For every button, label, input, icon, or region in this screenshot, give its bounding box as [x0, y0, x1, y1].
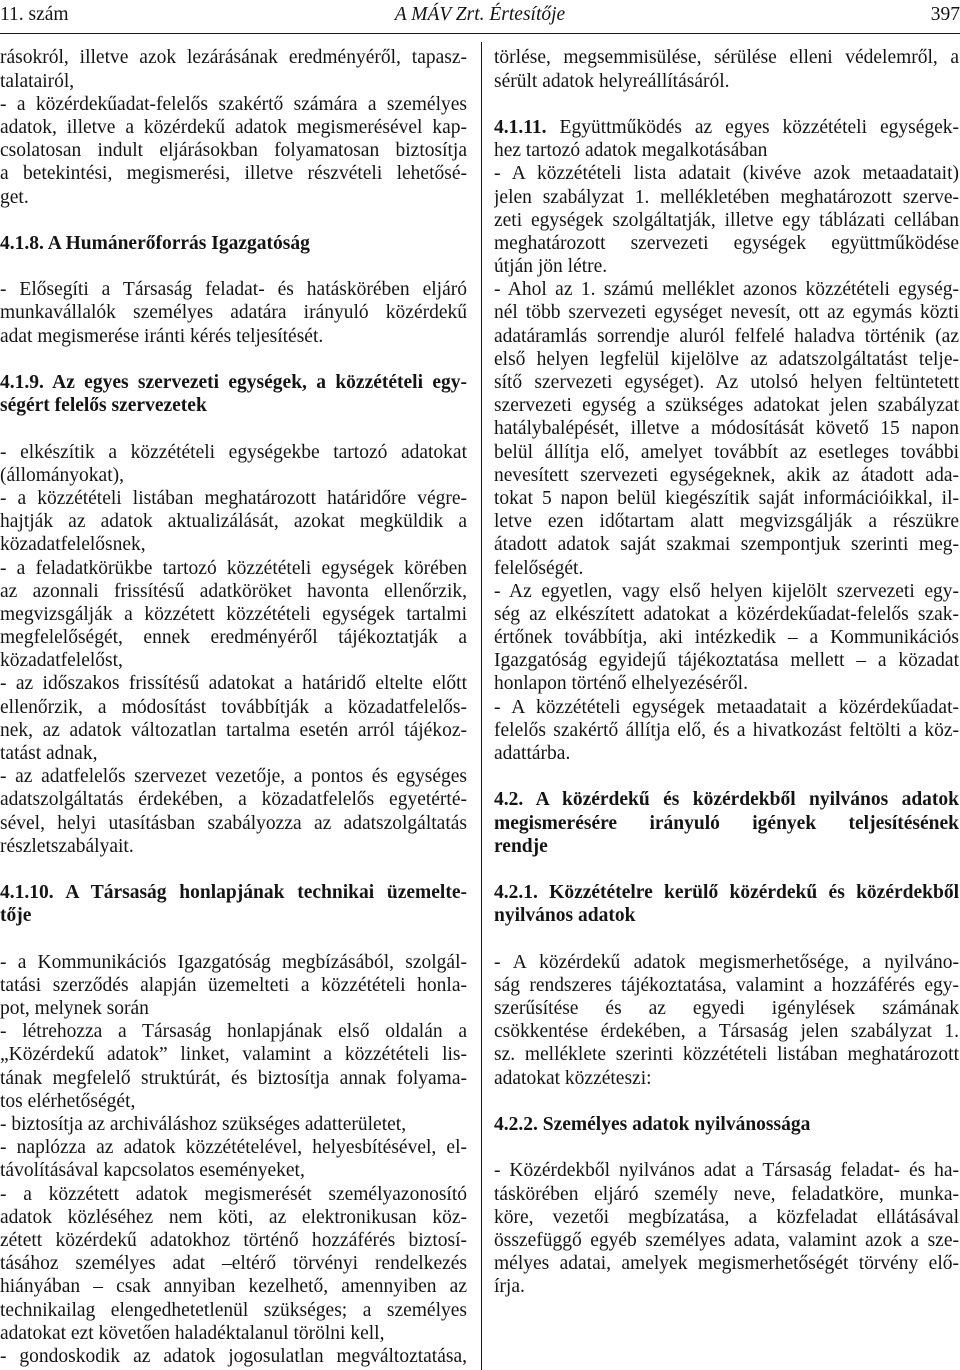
text-line: - az időszakos frissítésű adatokat a határidő eltelte előtt: [0, 673, 467, 695]
text-line: zétett közérdekű adatokhoz történő hozzáférés biztosí-: [0, 1229, 467, 1251]
text-line: - gondoskodik az adatok jogosulatlan megváltoztatása,: [0, 1345, 467, 1367]
section-title: A Humánerőforrás Igazgatóság: [47, 232, 310, 254]
text-line: csökkentése érdekében, a Társaság jelen szabályzat 1.: [494, 1021, 959, 1043]
text-line: közadatfelelőst,: [0, 650, 123, 672]
list-item: [494, 696, 959, 766]
text-line: átadott adatok saját szakmai szempontjuk szerinti meg-: [494, 534, 959, 556]
text-line: - az adatfelelős szervezet vezetője, a pontos és egységes: [0, 766, 467, 788]
text-line: adatokat ezt követően haladéktalanul törölni kell,: [0, 1322, 385, 1344]
list-item: [0, 1020, 467, 1113]
section-title: Az egyes szervezeti egységek, a közzétételi egy-: [52, 372, 467, 394]
list-item: [0, 278, 467, 348]
text-line: tokat 5 napon belül kiegészítik saját információikkal, il-: [494, 487, 959, 509]
section-number: 4.1.11.: [494, 116, 547, 138]
text-line: ség az elkészített adatokat a közérdekűadat-felelős szak-: [494, 603, 959, 625]
text-line: értőnek továbbítja, aki intézkedik – a Kommunikációs: [494, 627, 959, 649]
text-line: hatálybalépését, illetve a módosítását követő 15 napon: [494, 418, 959, 440]
text-line: - A közérdekű adatok megismerhetősége, a nyilváno-: [494, 951, 959, 973]
section-heading: [0, 232, 467, 255]
section-number: 4.2.2.: [494, 1114, 538, 1136]
text-line: útján jön létre.: [494, 256, 608, 278]
list-item: [494, 1159, 959, 1298]
left-column: [0, 46, 467, 1368]
list-item: [0, 93, 467, 209]
text-line: tos elérhetőségét,: [0, 1090, 136, 1112]
text-line: - létrehozza a Társaság honlapjának első oldalán a: [0, 1021, 467, 1043]
header-divider: [0, 33, 960, 34]
text-line: részletszabályait.: [0, 835, 134, 857]
text-line: - Az egyetlen, vagy első helyen kijelölt szervezeti egy-: [494, 580, 959, 602]
text-block: [494, 162, 959, 765]
text-line: belül állítja elő, amelyet továbbít az esetleges további: [494, 441, 959, 463]
text-line: - a közérdekűadat-felelős szakértő számára a személyes: [0, 93, 467, 115]
text-line: táskörében eljáró személy neve, feladatköre, munka-: [494, 1183, 959, 1205]
section-number: 4.1.8.: [0, 232, 44, 254]
text-line: felelőségét.: [494, 557, 584, 579]
section-title: Együttműködés az egyes közzétételi egységek-: [559, 116, 959, 138]
text-line: talatairól,: [0, 70, 75, 92]
text-block: [494, 1159, 959, 1298]
text-line: szerűsítése és az egyedi igénylések számának: [494, 998, 959, 1020]
text-line: hajtják az adatok aktualizálását, azokat megküldik a: [0, 511, 467, 533]
text-line: - Közérdekből nyilvános adat a Társaság feladat- és ha-: [494, 1160, 959, 1182]
text-line: az azonnali frissítésű adatköröket havonta ellenőrzik,: [0, 580, 467, 602]
list-item: [0, 46, 467, 92]
text-line: sítő szervezeti egységet). Az utolsó helyen feltüntetett: [494, 372, 959, 394]
section-heading: [494, 881, 959, 927]
text-line: „Közérdekű adatok” linket, valamint a közzétételi lis-: [0, 1044, 467, 1066]
text-line: sz. melléklete szerinti közzétételi listában meghatározott: [494, 1044, 959, 1066]
page-header: [0, 3, 960, 27]
section-heading: [494, 116, 959, 162]
text-line: - biztosítja az archiváláshoz szükséges adatterületet,: [0, 1114, 407, 1136]
text-line: - Ahol az 1. számú melléklet azonos közzétételi egység-: [494, 279, 959, 301]
heading-line: nyilvános adatok: [494, 905, 636, 927]
text-line: adatok, illetve a közérdekű adatok megismerésével kap-: [0, 116, 467, 138]
text-line: - a Kommunikációs Igazgatóság megbízásából, szolgál-: [0, 951, 467, 973]
list-item: [0, 1345, 467, 1368]
text-line: ellenőrzik, a módosítást továbbítják a közadatfelelős-: [0, 696, 467, 718]
right-column: [494, 46, 959, 1298]
heading-line: [0, 881, 467, 904]
heading-line: rendje: [494, 835, 548, 857]
text-line: nevesített szervezeti egységeknek, akik az átadott ada-: [494, 464, 959, 486]
list-item: [0, 765, 467, 858]
text-line: adatokat közzéteszi:: [494, 1067, 652, 1089]
list-item: [494, 278, 959, 579]
list-item: [494, 580, 959, 696]
list-item: [0, 1136, 467, 1182]
text-block: [0, 278, 467, 348]
list-item: [0, 672, 467, 765]
section-heading: [0, 371, 467, 417]
text-line: zeti egységek szolgáltatják, illetve egy táblázati cellában: [494, 209, 959, 231]
text-line: adat megismerése iránti kérés teljesítését.: [0, 325, 324, 347]
text-line: adattárba.: [494, 743, 571, 765]
text-line: Igazgatóság egyidejű tájékoztatása mellett – a közadat: [494, 650, 959, 672]
text-line: - Elősegíti a Társaság feladat- és hatáskörében eljáró: [0, 279, 467, 301]
text-line: - A közzétételi egységek metaadatait a közérdekűadat-: [494, 696, 959, 718]
text-line: megvizsgálják a közzétett közzétételi egységek tartalmi: [0, 603, 467, 625]
text-line: - a közzétett adatok megismerését személyazonosító: [0, 1183, 467, 1205]
text-line: jelen szabályzat 1. mellékletében meghatározott szerve-: [494, 186, 959, 208]
text-line: távolításával kapcsolatos eseményeket,: [0, 1160, 305, 1182]
text-block: [0, 46, 467, 208]
heading-line: [0, 232, 467, 255]
list-item: [494, 162, 959, 278]
section-title: Személyes adatok nyilvánossága: [542, 1114, 811, 1136]
section-title: A Társaság honlapjának technikai üzemelte-: [65, 882, 467, 904]
heading-line: [494, 1113, 959, 1136]
column-divider: [481, 42, 482, 1370]
list-item: [0, 441, 467, 487]
heading-line: megismerésére irányuló igények teljesítésének: [494, 812, 959, 834]
text-line: megfelelőségét, ennek eredményéről tájékoztatják a: [0, 627, 467, 649]
text-line: tatási szerződés alapján üzemelteti a közzétételi honla-: [0, 974, 467, 996]
list-item: [0, 487, 467, 557]
heading-line: tője: [0, 905, 32, 927]
text-line: adatok közléséhez nem köti, az elektronikusan köz-: [0, 1206, 467, 1228]
section-number: 4.1.9.: [0, 372, 44, 394]
text-line: get.: [0, 186, 29, 208]
text-block: [0, 441, 467, 858]
section-heading: [0, 881, 467, 927]
text-line: köre, vezetői megbízatása, a közfeladat ellátásával: [494, 1206, 959, 1228]
list-item: [494, 951, 959, 1090]
text-line: szervezeti egység a szükséges adatokat jelen szabályzat: [494, 395, 959, 417]
section-title: Közzétételre kerülő közérdekű és közérdekből: [549, 882, 959, 904]
journal-title: A MÁV Zrt. Értesítője: [394, 4, 566, 25]
text-line: hiányában – csak annyiban kezelhető, amennyiben az: [0, 1276, 467, 1298]
text-line: sérült adatok helyreállításáról.: [494, 70, 730, 92]
text-line: (állományokat),: [0, 464, 124, 486]
text-line: honlapon történő elhelyezéséről.: [494, 673, 748, 695]
text-block: [494, 46, 959, 92]
text-line: felelős szakértő állítja elő, és a hivatkozást feltölti a köz-: [494, 719, 959, 741]
text-line: a betekintési, megismerési, illetve részvételi lehetősé-: [0, 163, 467, 185]
list-item: [494, 46, 959, 92]
text-line: ság rendszeres tájékoztatása, valamint a hozzáférés egy-: [494, 974, 959, 996]
text-line: munkavállalók személyes adatára irányuló közérdekű: [0, 302, 467, 324]
text-line: mélyes adatai, amelyek megismerhetőségét törvény elő-: [494, 1253, 959, 1275]
text-line: sével, helyi utasításban szabályozza az adatszolgáltatás: [0, 812, 467, 834]
text-line: adatáramlás sorrendje aluról felfelé haladva történik (az: [494, 325, 959, 347]
text-line: meghatározott szervezeti egységek együttműködése: [494, 232, 959, 254]
text-block: [494, 951, 959, 1090]
text-line: - naplózza az adatok közzétételével, helyesbítésével, el-: [0, 1137, 467, 1159]
text-line: letve ezen időtartam alatt megvizsgálják a részükre: [494, 511, 959, 533]
heading-line: [494, 788, 959, 811]
page-number: 397: [930, 4, 960, 25]
text-line: tatást adnak,: [0, 743, 98, 765]
text-line: közadatfelelősnek,: [0, 534, 146, 556]
text-line: adatszolgáltatás érdekében, a közadatfelelős egyetérté-: [0, 789, 467, 811]
heading-line: hez tartozó adatok megalkotásában: [494, 140, 768, 162]
section-number: 4.1.10.: [0, 882, 54, 904]
text-line: - elkészítik a közzétételi egységekbe tartozó adatokat: [0, 441, 467, 463]
text-line: összefüggő egyéb személyes adata, valamint azok a sze-: [494, 1229, 959, 1251]
text-line: tának megfelelő struktúrát, és biztosítja annak folyama-: [0, 1067, 467, 1089]
text-line: törlése, megsemmisülése, sérülése elleni védelemről, a: [494, 47, 959, 69]
heading-line: ségért felelős szervezetek: [0, 395, 207, 417]
list-item: [0, 1113, 467, 1136]
section-number: 4.2.: [494, 789, 524, 811]
list-item: [0, 951, 467, 1021]
heading-line: [494, 116, 959, 139]
list-item: [0, 557, 467, 673]
text-block: [0, 951, 467, 1368]
list-item: [0, 1183, 467, 1345]
text-line: - A közzétételi lista adatait (kivéve azok metaadatait): [494, 163, 959, 185]
heading-line: [494, 881, 959, 904]
text-line: - a közzétételi listában meghatározott határidőre végre-: [0, 487, 467, 509]
text-line: technikailag elengedhetetlenül szükséges; a személyes: [0, 1299, 467, 1321]
heading-line: [0, 371, 467, 394]
text-line: nek, az adatok változatlan tartalma esetén arról tájékoz-: [0, 719, 467, 741]
text-line: pot, melynek során: [0, 998, 149, 1020]
text-line: tásához személyes adat –eltérő törvényi rendelkezés: [0, 1253, 467, 1275]
section-heading: [494, 788, 959, 858]
section-title: A közérdekű és közérdekből nyilvános adatok: [535, 789, 959, 811]
text-line: - a feladatkörükbe tartozó közzétételi egységek körében: [0, 557, 467, 579]
text-line: csolatosan indult eljárásokban folyamatosan biztosítja: [0, 140, 467, 162]
issue-number: 11. szám: [0, 4, 69, 25]
section-heading: [494, 1113, 959, 1136]
text-line: első helyen legfelül kijelölve az adatszolgáltatást telje-: [494, 348, 959, 370]
text-line: rásokról, illetve azok lezárásának eredményéről, tapasz-: [0, 47, 467, 69]
text-line: nél több szervezeti egységet nevesít, ott az egymás közti: [494, 302, 959, 324]
text-line: írja.: [494, 1276, 525, 1298]
section-number: 4.2.1.: [494, 882, 538, 904]
